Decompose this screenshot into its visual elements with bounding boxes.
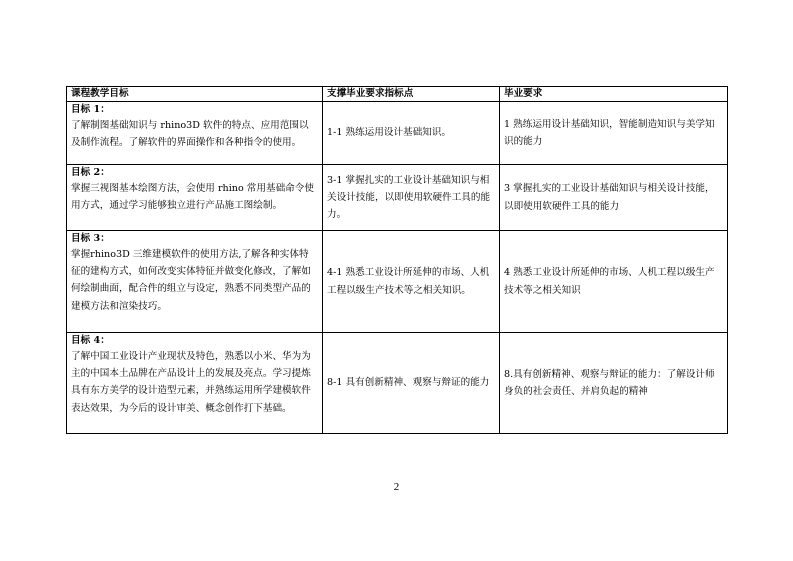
course-objectives-table xyxy=(66,86,728,434)
table-row xyxy=(67,165,728,231)
requirement-cell: 3 掌握扎实的工业设计基础知识与相关设计技能，以即使用软硬件工具的能力 xyxy=(500,165,728,231)
header-course-objective: 课程教学目标 xyxy=(67,87,323,102)
table-header-row xyxy=(67,87,728,102)
goal-body: 了解中国工业设计产业现状及特色，熟悉以小米、华为为主的中国本土品牌在产品设计上的发展及亮点。学习提炼具有东方美学的设计造型元素，并熟练运用所学建模软件表达效果，为今后的设计审美、概念创作打下基础。 xyxy=(71,351,311,414)
page-number: 2 xyxy=(393,481,400,493)
goal-body: 了解制图基础知识与 rhino3D 软件的特点、应用范围以及制作流程。了解软件的界面操作和各种指令的使用。 xyxy=(71,120,309,149)
table-row xyxy=(67,231,728,333)
goal-title: 目标 2： xyxy=(71,167,110,178)
indicator-cell: 3-1 掌握扎实的工业设计基础知识与相关设计技能，以即使用软硬件工具的能力。 xyxy=(323,165,500,231)
requirement-cell: 8.具有创新精神、观察与辩证的能力：了解设计师身负的社会责任、并肩负起的精神 xyxy=(500,333,728,434)
goal-title: 目标 4： xyxy=(71,335,110,346)
goal-title: 目标 1： xyxy=(71,104,110,115)
goal-body: 掌握三视图基本绘图方法，会使用 rhino 常用基础命令使用方式，通过学习能够独立进行产品施工图绘制。 xyxy=(71,183,314,212)
goal-cell xyxy=(67,102,323,165)
header-indicator: 支撑毕业要求指标点 xyxy=(323,87,500,102)
header-graduation-requirement: 毕业要求 xyxy=(500,87,728,102)
course-objectives-table-wrapper xyxy=(66,86,727,434)
table-row xyxy=(67,102,728,165)
indicator-cell: 4-1 熟悉工业设计所延伸的市场、人机工程以级生产技术等之相关知识。 xyxy=(323,231,500,333)
table-row xyxy=(67,333,728,434)
goal-title: 目标 3： xyxy=(71,233,110,244)
goal-cell xyxy=(67,333,323,434)
goal-cell xyxy=(67,231,323,333)
indicator-cell: 1-1 熟练运用设计基础知识。 xyxy=(323,102,500,165)
indicator-cell: 8-1 具有创新精神、观察与辩证的能力 xyxy=(323,333,500,434)
goal-cell xyxy=(67,165,323,231)
goal-body: 掌握rhino3D 三维建模软件的使用方法,了解各种实体特征的建构方式，如何改变实体特征并做变化修改，了解如何绘制曲面，配合件的组立与设定，熟悉不同类型产品的建模方法和渲染技巧。 xyxy=(71,249,311,312)
requirement-cell: 4 熟悉工业设计所延伸的市场、人机工程以级生产技术等之相关知识 xyxy=(500,231,728,333)
requirement-cell: 1 熟练运用设计基础知识，智能制造知识与美学知识的能力 xyxy=(500,102,728,165)
